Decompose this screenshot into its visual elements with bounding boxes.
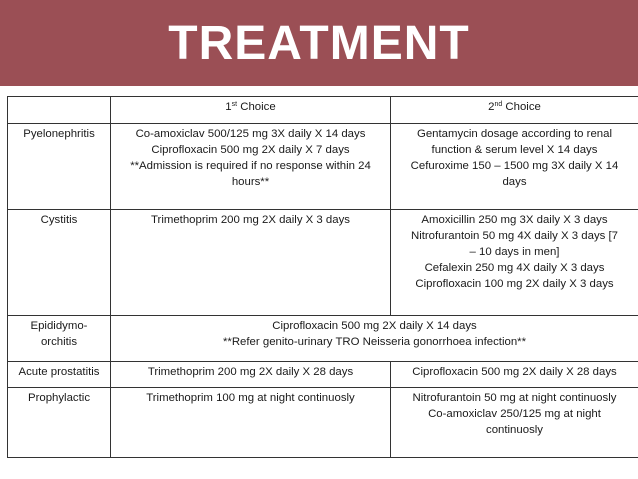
page-title: TREATMENT [168, 16, 470, 70]
first-choice-cell: Trimethoprim 100 mg at night continuosly [111, 388, 391, 458]
table-row [8, 316, 638, 362]
header-first-choice: 1st Choice [111, 97, 391, 124]
table-row [8, 388, 638, 458]
second-choice-cell: Nitrofurantoin 50 mg at night continuosly Co-amoxiclav 250/125 mg at night continuosly [391, 388, 638, 458]
table-row [8, 124, 638, 210]
combined-choice-cell: Ciprofloxacin 500 mg 2X daily X 14 days **Refer genito-urinary TRO Neisseria gonorrhoea infection** [111, 316, 638, 362]
header-second-choice: 2nd Choice [391, 97, 638, 124]
condition-cell: Epididymo- orchitis [8, 316, 111, 362]
title-bar [0, 0, 638, 86]
second-choice-cell: Gentamycin dosage according to renal function & serum level X 14 days Cefuroxime 150 – 1500 mg 3X daily X 14 days [391, 124, 638, 210]
table-row [8, 210, 638, 316]
second-choice-cell: Ciprofloxacin 500 mg 2X daily X 28 days [391, 362, 638, 388]
condition-cell: Acute prostatitis [8, 362, 111, 388]
table-header-row [8, 97, 638, 124]
header-empty-cell [8, 97, 111, 124]
condition-cell: Pyelonephritis [8, 124, 111, 210]
first-choice-cell: Trimethoprim 200 mg 2X daily X 3 days [111, 210, 391, 316]
first-choice-cell: Co-amoxiclav 500/125 mg 3X daily X 14 days Ciprofloxacin 500 mg 2X daily X 7 days **Admission is required if no response within 24 hours** [111, 124, 391, 210]
treatment-table [7, 96, 638, 458]
table-row [8, 362, 638, 388]
condition-cell: Cystitis [8, 210, 111, 316]
second-choice-cell: Amoxicillin 250 mg 3X daily X 3 days Nitrofurantoin 50 mg 4X daily X 3 days [7 – 10 days in men] Cefalexin 250 mg 4X daily X 3 days Ciprofloxacin 100 mg 2X daily X 3 days [391, 210, 638, 316]
condition-cell: Prophylactic [8, 388, 111, 458]
first-choice-cell: Trimethoprim 200 mg 2X daily X 28 days [111, 362, 391, 388]
